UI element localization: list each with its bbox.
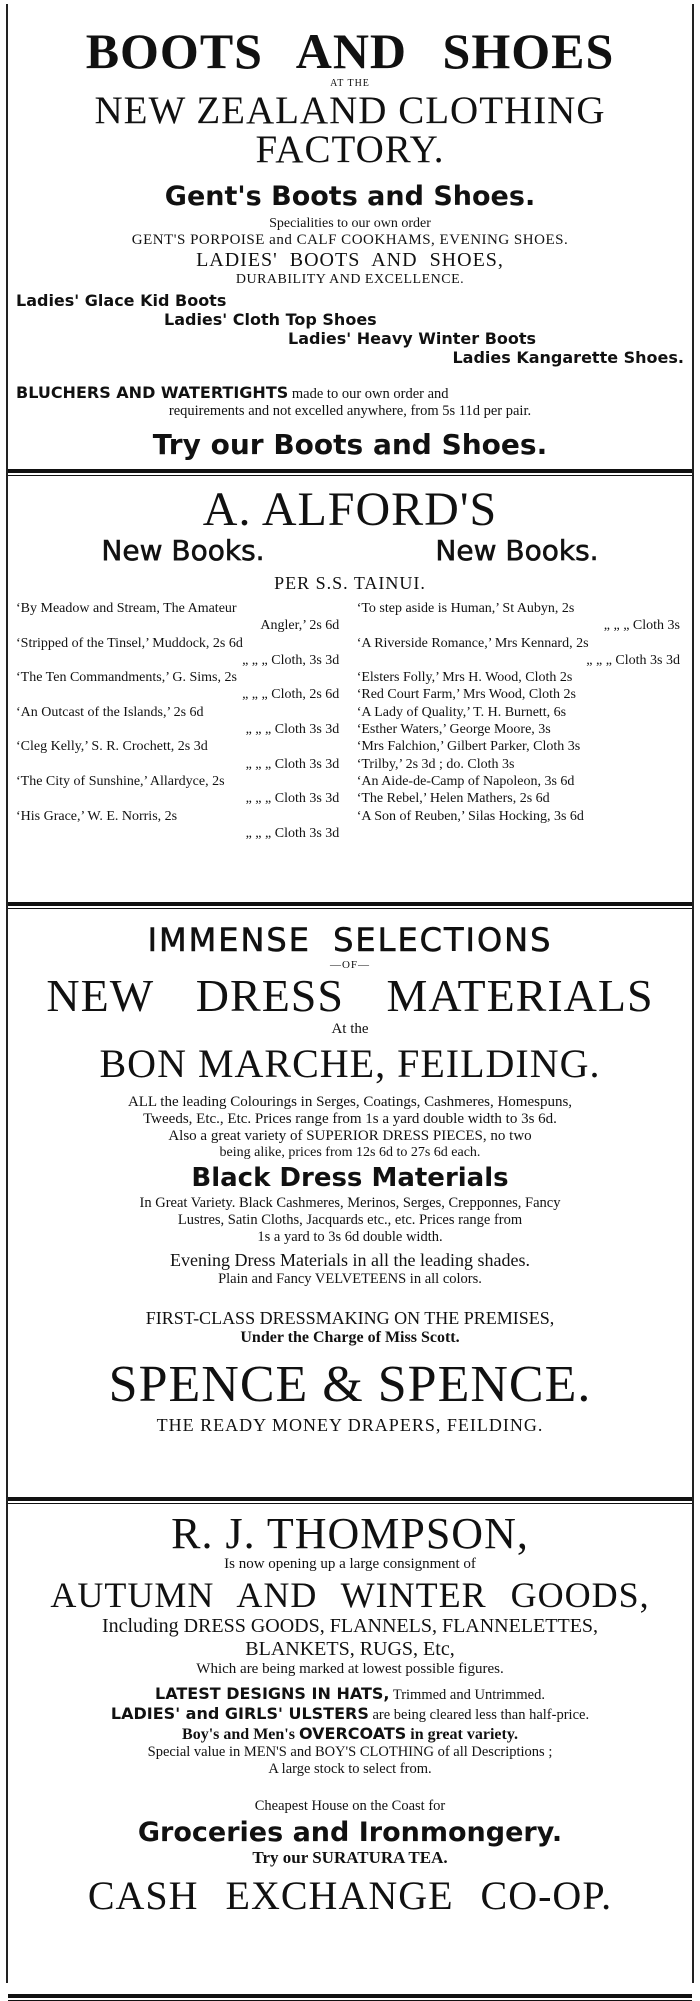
at-the-label: At the (331, 1021, 369, 1037)
para-line: Lustres, Satin Cloths, Jacquards etc., etc. Prices range from (177, 1212, 523, 1228)
book-entry: ‘Esther Waters,’ George Moore, 3s (356, 722, 551, 738)
spence-dress-ad (16, 909, 684, 1497)
book-entry: ‘The Rebel,’ Helen Mathers, 2s 6d (356, 791, 550, 807)
book-entry: ‘To step aside is Human,’ St Aubyn, 2s (356, 601, 575, 616)
stair-line-3: Ladies' Heavy Winter Boots (288, 329, 537, 348)
ulsters-bold: LADIES' and GIRLS' ULSTERS (110, 1704, 369, 1723)
black-dress-heading: Black Dress Materials (191, 1163, 509, 1193)
book-entry: ‘Elsters Folly,’ Mrs H. Wood, Cloth 2s (356, 670, 573, 686)
drapers-line: THE READY MONEY DRAPERS, FEILDING. (156, 1415, 544, 1435)
ad-headline: A. ALFORD'S (202, 483, 498, 536)
gents-line: GENT'S PORPOISE and CALF COOKHAMS, EVENING SHOES. (131, 232, 569, 248)
book-entry: ‘A Riverside Romance,’ Mrs Kennard, 2s (356, 635, 589, 651)
para-line: being alike, prices from 12s 6d to 27s 6d each. (219, 1145, 481, 1160)
ulsters-line (16, 1704, 684, 1724)
first-class-line: FIRST-CLASS DRESSMAKING ON THE PREMISES, (145, 1308, 555, 1328)
book-entry: „ „ „ Cloth, 2s 6d (242, 687, 340, 703)
immense-heading: IMMENSE SELECTIONS (147, 921, 553, 959)
book-entry: „ „ „ Cloth 3s 3d (245, 756, 340, 772)
including-line: Including DRESS GOODS, FLANNELS, FLANNELETTES, (101, 1615, 599, 1637)
evening-line: Evening Dress Materials in all the leading shades. (170, 1250, 530, 1270)
divider (8, 1497, 692, 1504)
overcoats-pre: Boy's and Men's (182, 1726, 299, 1743)
book-entry: ‘A Son of Reuben,’ Silas Hocking, 3s 6d (356, 808, 584, 824)
ladies-line: LADIES' BOOTS AND SHOES, (196, 249, 504, 271)
try-line: Try our Boots and Shoes. (152, 428, 548, 461)
stock-line: A large stock to select from. (268, 1761, 432, 1777)
book-entry: „ „ „ Cloth 3s 3d (245, 722, 340, 738)
book-entry: ‘Mrs Falchion,’ Gilbert Parker, Cloth 3s (356, 739, 581, 755)
co-op-heading: CASH EXCHANGE CO-OP. (87, 1873, 613, 1918)
book-entry: ‘Cleg Kelly,’ S. R. Crochett, 2s 3d (16, 739, 208, 755)
book-entry: ‘By Meadow and Stream, The Amateur (16, 601, 237, 616)
bluchers-line (16, 383, 684, 403)
overcoats-rest: in great variety. (406, 1726, 518, 1743)
book-entry: ‘A Lady of Quality,’ T. H. Burnett, 6s (356, 704, 567, 720)
hats-bold: LATEST DESIGNS IN HATS, (155, 1684, 390, 1703)
book-entry: ‘The City of Sunshine,’ Allardyce, 2s (16, 773, 225, 789)
book-list (16, 600, 684, 842)
para-line: Also a great variety of SUPERIOR DRESS PIECES, no two (168, 1128, 532, 1144)
thompson-ad (16, 1504, 684, 1994)
book-list-right (357, 600, 684, 842)
book-entry: ‘Red Court Farm,’ Mrs Wood, Cloth 2s (356, 687, 576, 703)
dress-materials-heading: NEW DRESS MATERIALS (46, 970, 654, 1021)
book-entry: ‘The Ten Commandments,’ G. Sims, 2s (16, 670, 237, 686)
para-line: 1s a yard to 3s 6d double width. (257, 1229, 443, 1245)
book-entry: ‘Trilby,’ 2s 3d ; do. Cloth 3s (356, 756, 515, 772)
book-entry: Angler,’ 2s 6d (260, 618, 340, 634)
book-entry: ‘An Outcast of the Islands,’ 2s 6d (16, 704, 204, 720)
durability-line: DURABILITY AND EXCELLENCE. (235, 272, 465, 287)
specialities-line: Specialities to our own order (269, 216, 431, 231)
book-entry: „ „ „ Cloth 3s (603, 618, 680, 634)
bluchers-rest: made to our own order and (288, 386, 449, 402)
para-line: Tweeds, Etc., Etc. Prices range from 1s a yard double width to 3s 6d. (143, 1111, 557, 1127)
new-books-row (16, 534, 684, 567)
groceries-heading: Groceries and Ironmongery. (137, 1817, 563, 1848)
ulsters-rest: are being cleared less than half-price. (368, 1707, 590, 1723)
stair-line-4: Ladies Kangarette Shoes. (452, 348, 684, 367)
para-line: In Great Variety. Black Cashmeres, Merinos, Serges, Crepponnes, Fancy (139, 1195, 561, 1211)
divider (8, 469, 692, 476)
book-entry: ‘Stripped of the Tinsel,’ Muddock, 2s 6d (16, 635, 243, 651)
overcoats-line (16, 1724, 684, 1744)
book-entry: „ „ „ Cloth, 3s 3d (242, 652, 340, 668)
blankets-line: BLANKETS, RUGS, Etc, (245, 1638, 455, 1660)
book-entry: „ „ „ Cloth 3s 3d (245, 791, 340, 807)
ad-headline: BOOTS AND SHOES (85, 23, 615, 79)
autumn-heading: AUTUMN AND WINTER GOODS, (50, 1575, 650, 1615)
of-label: —OF— (329, 959, 371, 971)
new-books-right: New Books. (435, 534, 599, 567)
newspaper-ad-page (6, 4, 694, 1983)
book-entry: „ „ „ Cloth 3s 3d (586, 652, 680, 668)
book-list-left (16, 600, 343, 842)
ad-headline: R. J. THOMPSON, (171, 1509, 529, 1558)
tea-line: Try our SURATURA TEA. (252, 1848, 448, 1867)
requirements-line: requirements and not excelled anywhere, from 5s 11d per pair. (168, 403, 532, 419)
alfords-books-ad (16, 476, 684, 902)
store-name: NEW ZEALAND CLOTHING FACTORY. (94, 89, 606, 171)
bluchers-bold: BLUCHERS AND WATERTIGHTS (16, 383, 289, 402)
book-entry: „ „ „ Cloth 3s 3d (245, 825, 340, 841)
special-value-line: Special value in MEN'S and BOY'S CLOTHING of all Descriptions ; (147, 1744, 553, 1760)
velveteens-line: Plain and Fancy VELVETEENS in all colors. (218, 1271, 482, 1287)
stair-line-1: Ladies' Glace Kid Boots (16, 291, 227, 310)
para-line: ALL the leading Colourings in Serges, Coatings, Cashmeres, Homespuns, (127, 1094, 573, 1110)
divider (8, 902, 692, 909)
cheapest-line: Cheapest House on the Coast for (254, 1798, 446, 1814)
per-ss-tainui: PER S.S. TAINUI. (274, 573, 426, 593)
miss-scott-line: Under the Charge of Miss Scott. (240, 1329, 460, 1346)
divider (8, 1994, 692, 2001)
book-entry: ‘His Grace,’ W. E. Norris, 2s (16, 808, 178, 824)
book-entry: ‘An Aide-de-Camp of Napoleon, 3s 6d (356, 773, 575, 789)
hats-rest: Trimmed and Untrimmed. (389, 1687, 545, 1703)
hats-line (16, 1684, 684, 1704)
marked-line: Which are being marked at lowest possible figures. (196, 1661, 504, 1677)
new-books-left: New Books. (101, 534, 265, 567)
at-the-label: AT THE (330, 78, 370, 89)
subheading: Gent's Boots and Shoes. (164, 181, 536, 212)
consignment-line: Is now opening up a large consignment of (224, 1556, 476, 1572)
bon-marche-heading: BON MARCHE, FEILDING. (99, 1041, 601, 1086)
overcoats-bold: OVERCOATS (298, 1724, 407, 1743)
stair-line-2: Ladies' Cloth Top Shoes (164, 310, 377, 329)
boots-and-shoes-ad (16, 4, 684, 469)
spence-heading: SPENCE & SPENCE. (108, 1356, 592, 1413)
